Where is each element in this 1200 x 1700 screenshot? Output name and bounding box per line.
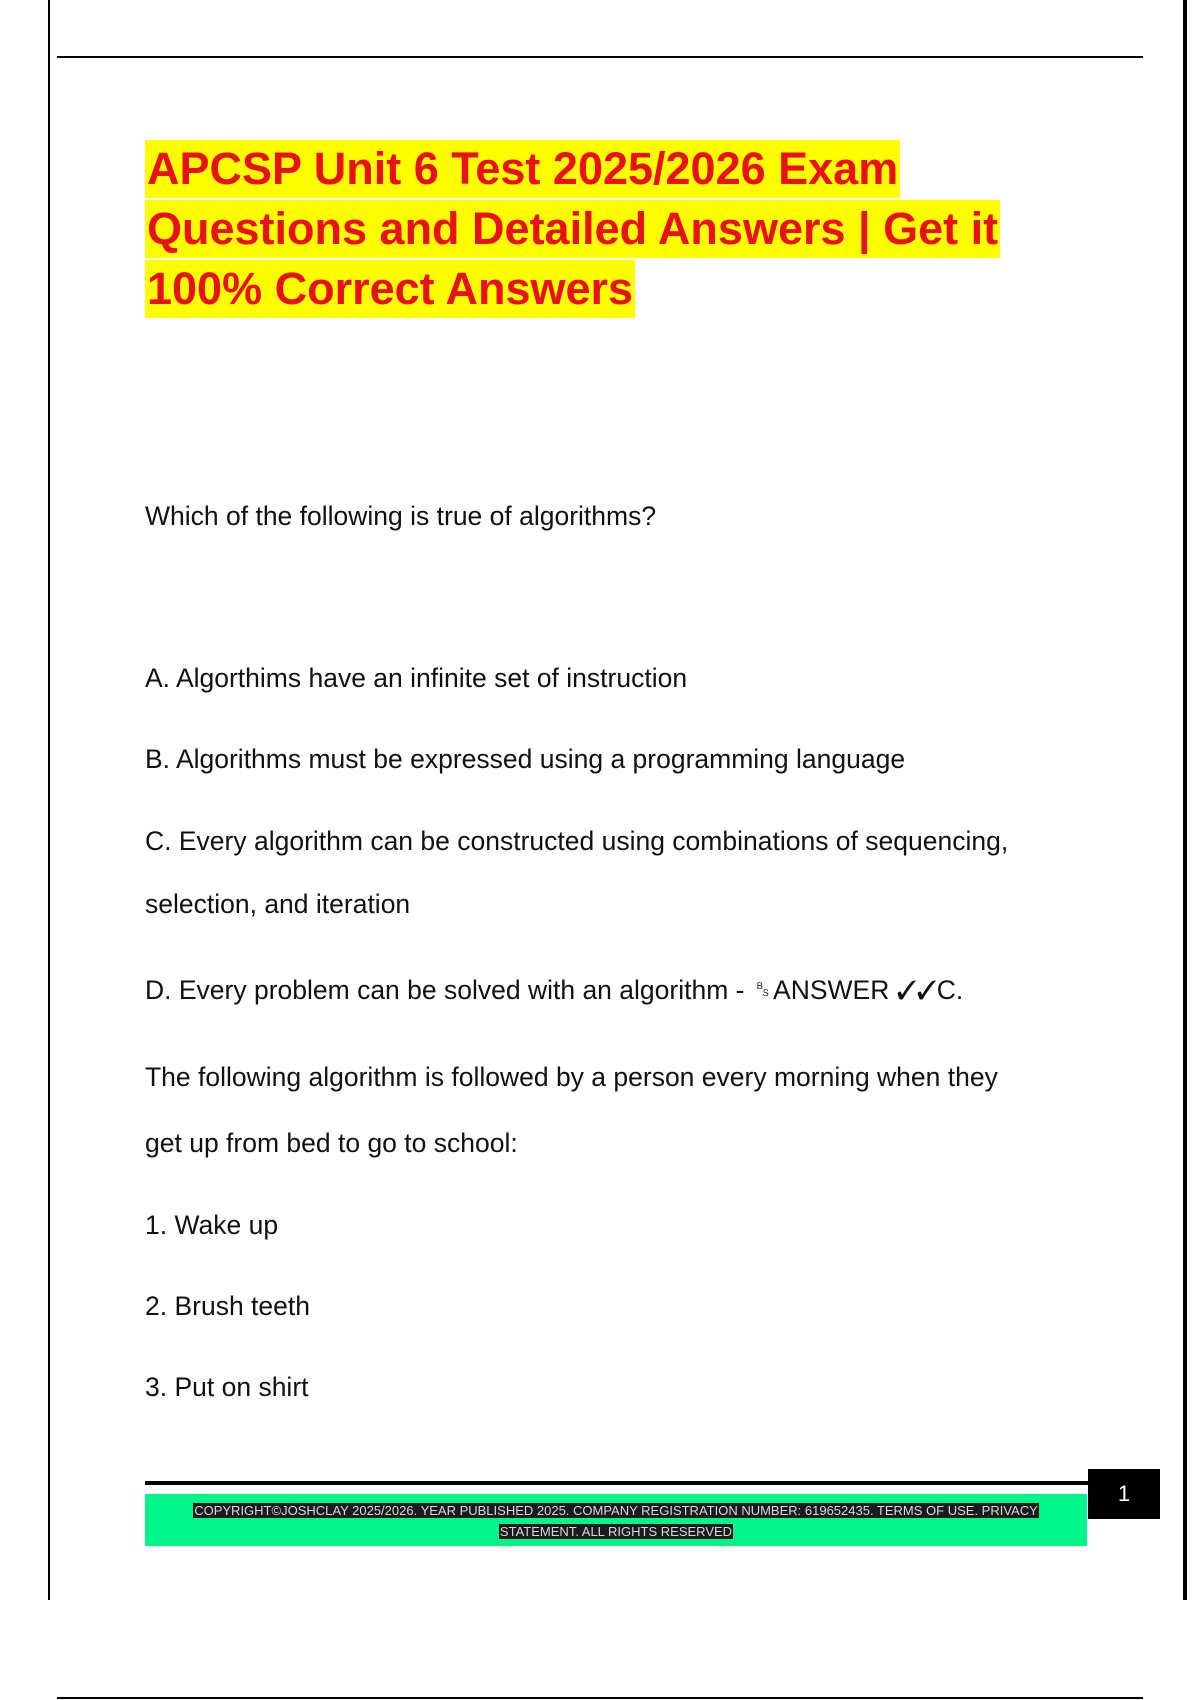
option-a: A. Algorthims have an infinite set of instruction	[145, 663, 688, 693]
copyright-line-1: COPYRIGHT©JOSHCLAY 2025/2026. YEAR PUBLISHED 2025. COMPANY REGISTRATION NUMBER: 619652435. TERMS OF USE. PRIVACY	[194, 1503, 1038, 1518]
footer-rule	[145, 1481, 1090, 1485]
step-1: 1. Wake up	[145, 1210, 279, 1240]
step-3: 3. Put on shirt	[145, 1372, 309, 1402]
question-2-line-2: get up from bed to go to school:	[145, 1128, 518, 1158]
step-2: 2. Brush teeth	[145, 1291, 310, 1321]
title-line-3: 100% Correct Answers	[145, 260, 635, 318]
option-c-line-1: C. Every algorithm can be constructed using combinations of sequencing,	[145, 826, 1009, 856]
copyright-footer	[145, 1494, 1087, 1546]
bottom-rule	[57, 1697, 1143, 1699]
option-d-answer: D. Every problem can be solved with an algorithm - ␈ANSWER ✓✓C.	[145, 975, 964, 1005]
page-border-left	[48, 0, 50, 1600]
title-line-1: APCSP Unit 6 Test 2025/2026 Exam	[145, 140, 900, 198]
option-c-line-2: selection, and iteration	[145, 889, 411, 919]
title-line-2: Questions and Detailed Answers | Get it	[145, 200, 1000, 258]
question-2-line-1: The following algorithm is followed by a person every morning when they	[145, 1062, 998, 1092]
document-title	[145, 140, 1095, 320]
page-border-right	[1183, 0, 1187, 1600]
option-b: B. Algorithms must be expressed using a programming language	[145, 744, 906, 774]
page-number: 1	[1088, 1469, 1160, 1519]
copyright-line-2: STATEMENT. ALL RIGHTS RESERVED	[499, 1524, 733, 1539]
header-rule	[57, 56, 1143, 58]
question-1: Which of the following is true of algorithms?	[145, 501, 657, 531]
